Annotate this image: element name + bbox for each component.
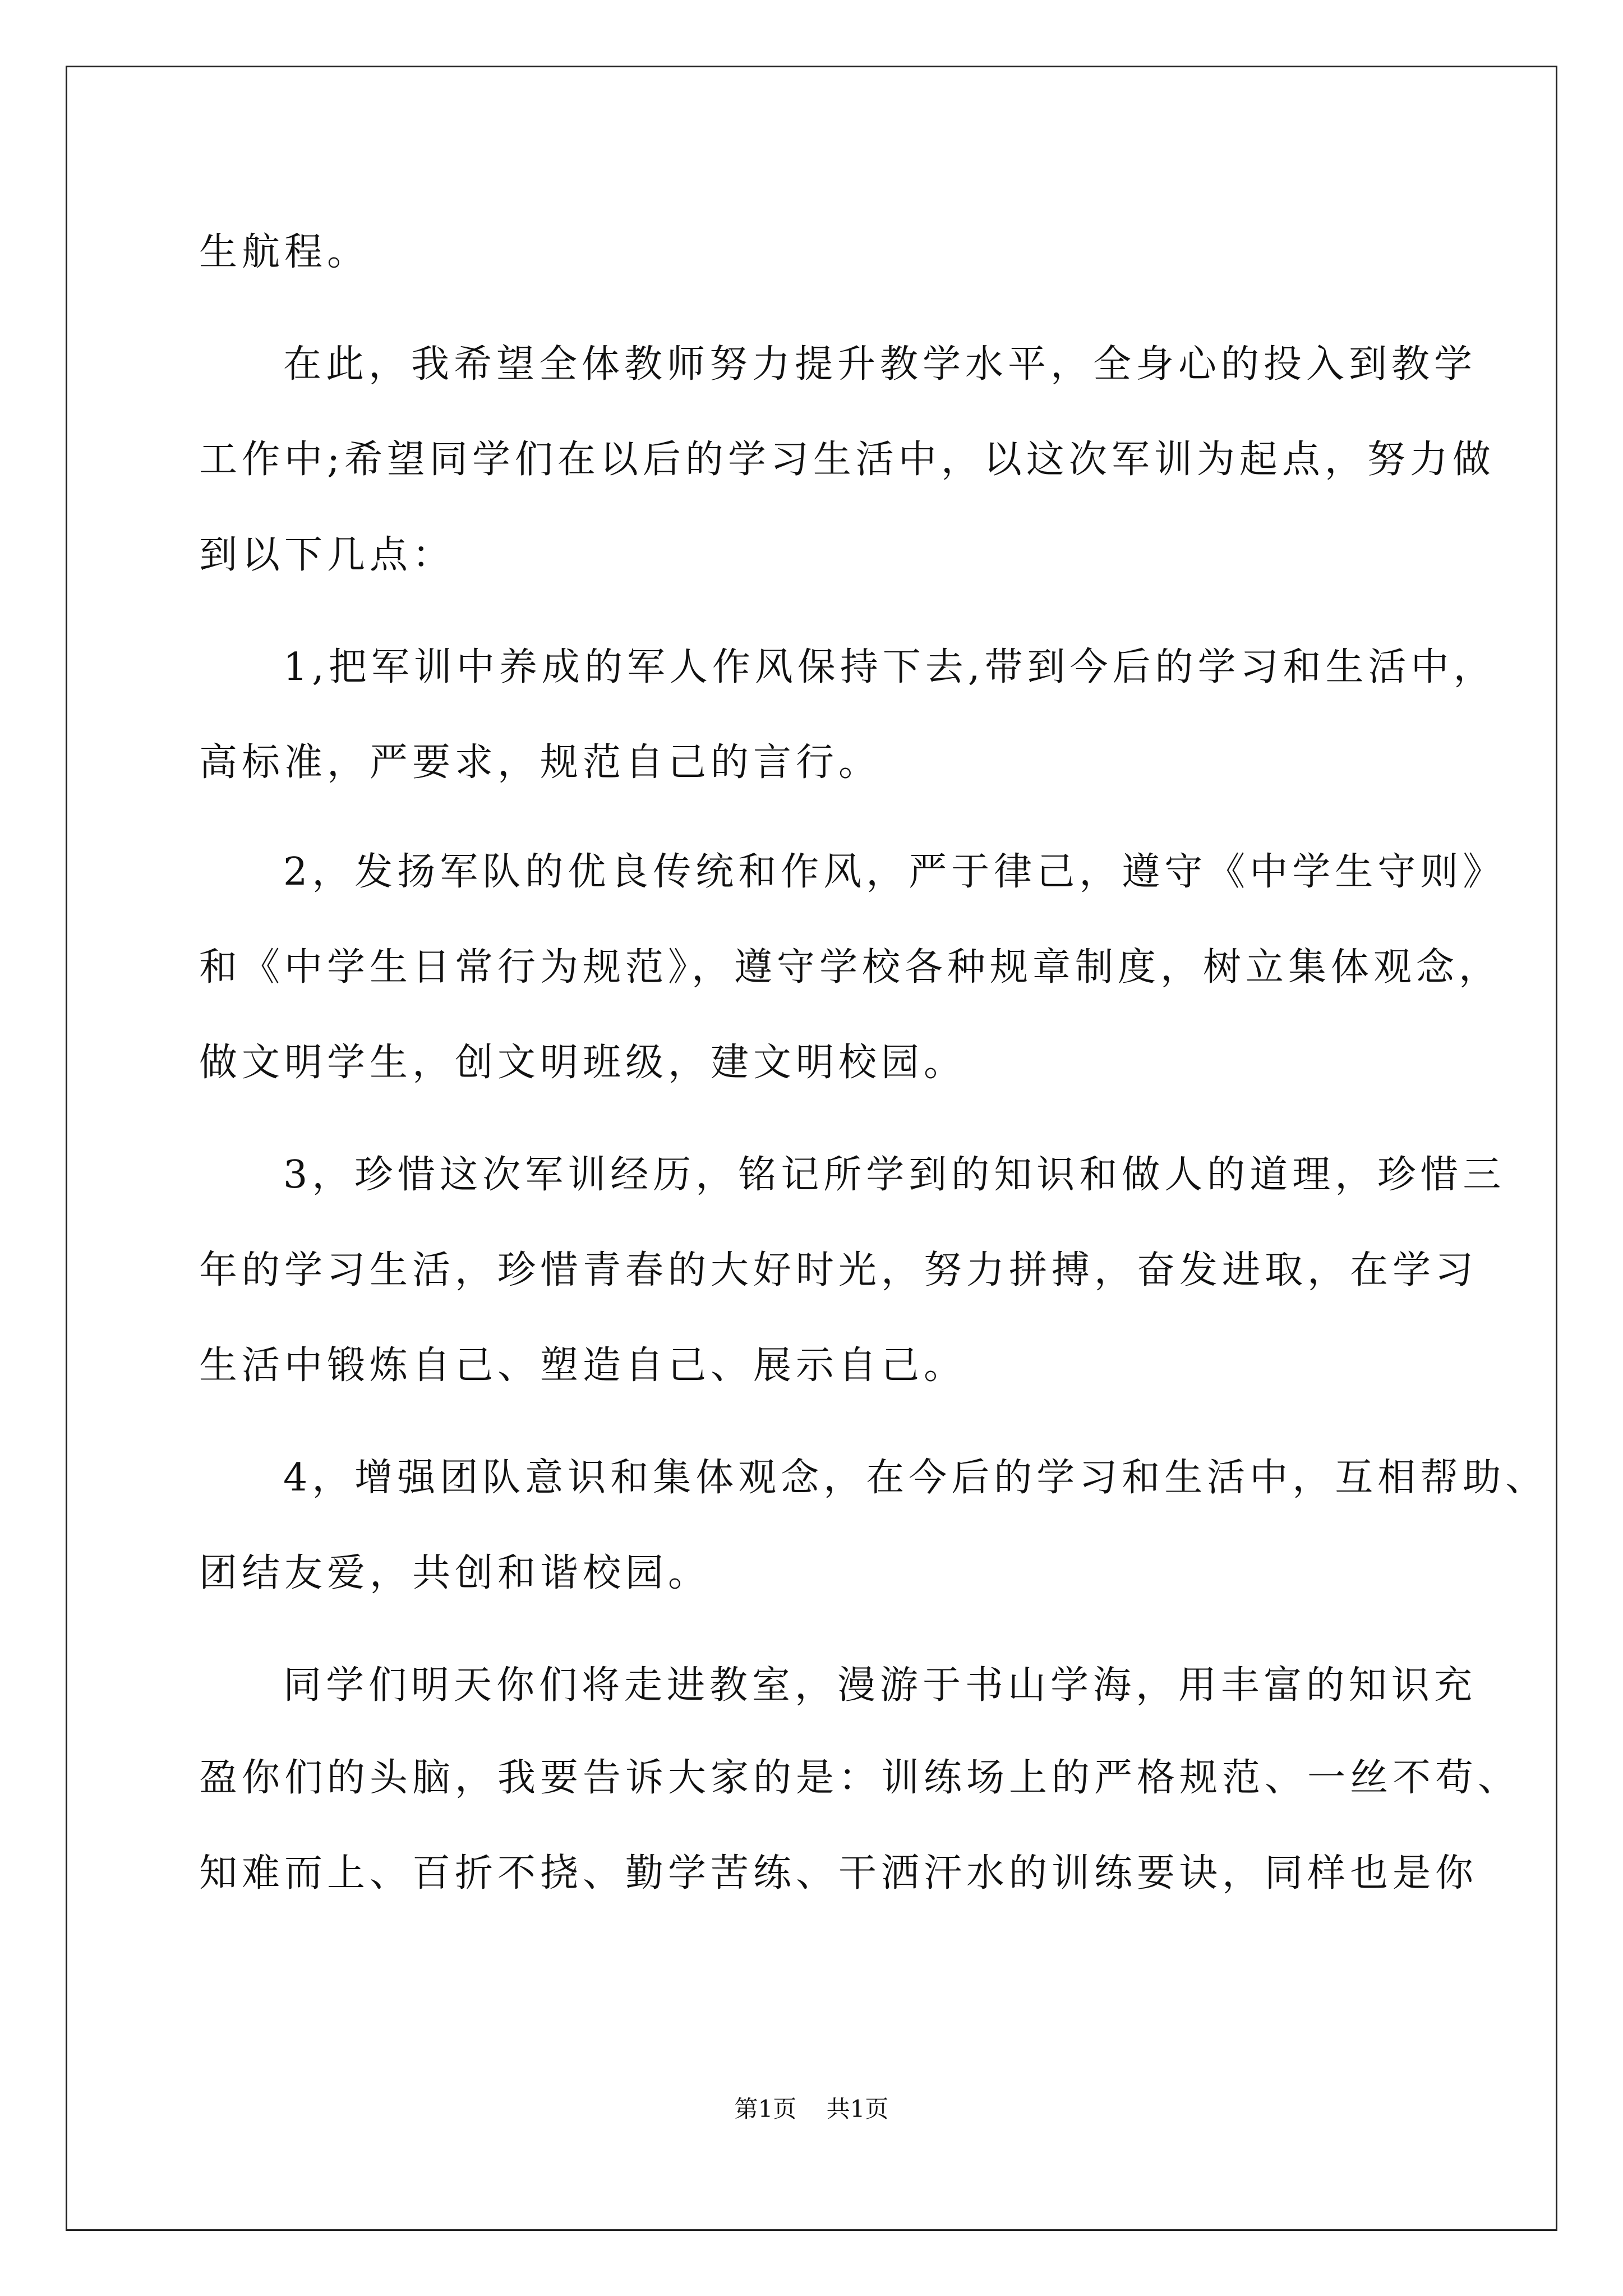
text-line: 到以下几点： [199, 533, 455, 577]
text-line: 3，珍惜这次军训经历，铭记所学到的知识和做人的道理，珍惜三 [283, 1153, 1506, 1197]
page-number: 第1页 [734, 2095, 797, 2123]
text-line: 4，增强团队意识和集体观念，在今后的学习和生活中，互相帮助、 [283, 1456, 1548, 1500]
text-line: 工作中;希望同学们在以后的学习生活中，以这次军训为起点，努力做 [199, 438, 1495, 482]
text-line: 年的学习生活，珍惜青春的大好时光，努力拼搏，奋发进取，在学习 [199, 1248, 1478, 1292]
text-line: 团结友爱，共创和谐校园。 [199, 1551, 711, 1595]
text-line: 在此，我希望全体教师努力提升教学水平，全身心的投入到教学 [283, 342, 1477, 386]
text-line: 高标准，严要求，规范自己的言行。 [199, 740, 882, 785]
text-line: 生航程。 [199, 230, 370, 274]
page-total: 共1页 [826, 2095, 889, 2123]
text-line: 1,把军训中养成的军人作风保持下去,带到今后的学习和生活中， [283, 645, 1496, 689]
text-line: 同学们明天你们将走进教室，漫游于书山学海，用丰富的知识充 [283, 1663, 1477, 1708]
text-line: 2，发扬军队的优良传统和作风，严于律己，遵守《中学生守则》 [283, 850, 1506, 894]
text-line: 知难而上、百折不挠、勤学苦练、干洒汗水的训练要诀，同样也是你 [199, 1851, 1478, 1895]
text-line: 做文明学生，创文明班级，建文明校园。 [199, 1041, 967, 1085]
page-footer [0, 2091, 1623, 2124]
text-line: 和《中学生日常行为规范》，遵守学校各种规章制度，树立集体观念， [199, 945, 1502, 990]
text-line: 盈你们的头脑，我要告诉大家的是：训练场上的严格规范、一丝不苟、 [199, 1756, 1521, 1800]
text-line: 生活中锻炼自己、塑造自己、展示自己。 [199, 1343, 967, 1388]
